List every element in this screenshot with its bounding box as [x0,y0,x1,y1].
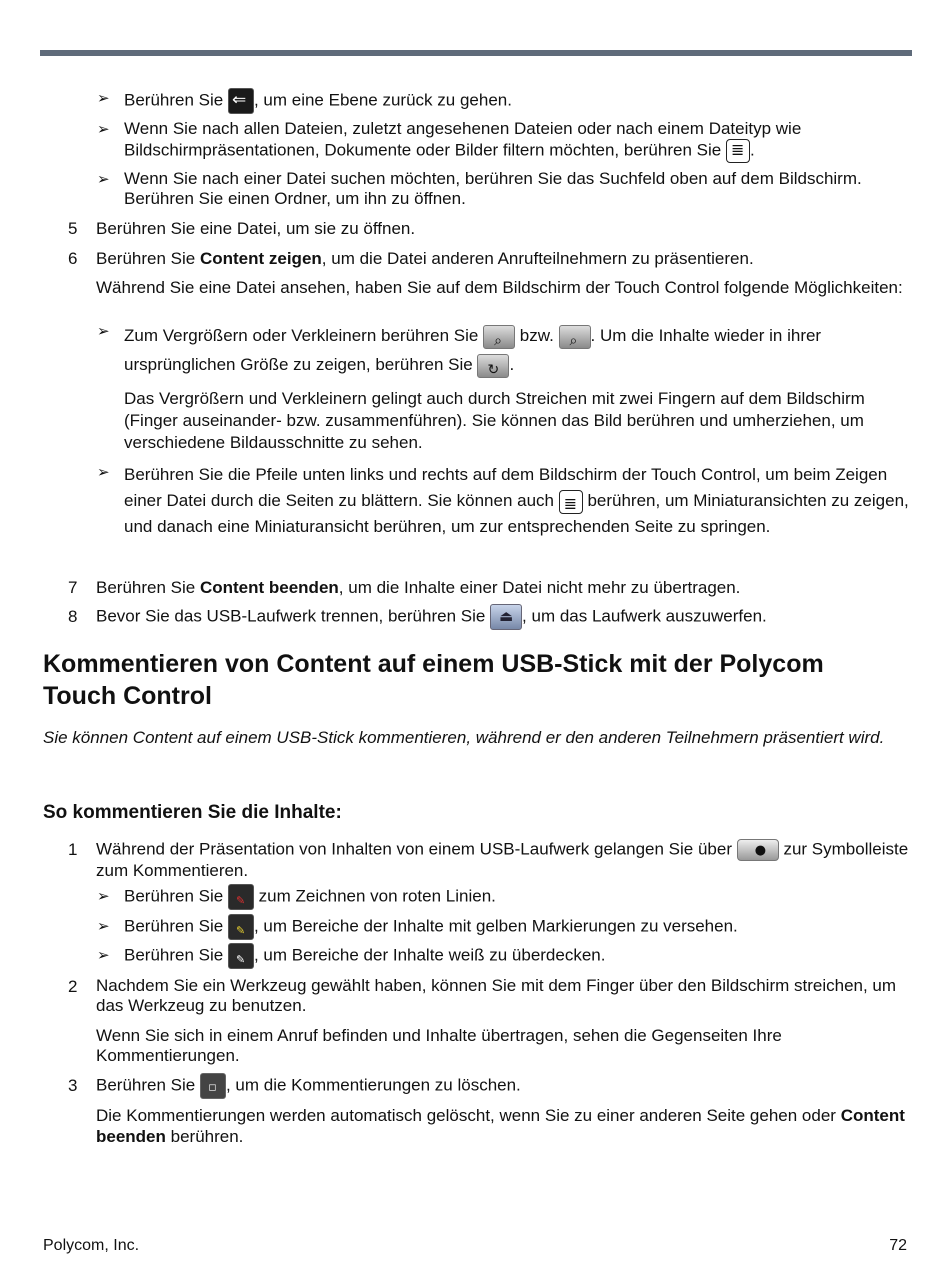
zoom-in-icon [483,325,515,349]
bullet-arrow-icon: ➢ [97,121,110,138]
subheading: So kommentieren Sie die Inhalte: [43,802,342,823]
annotate-icon [737,839,779,861]
section-intro: Sie können Content auf einem USB-Stick kommentieren, während er den anderen Teilnehmern präsentiert wird. [43,728,885,747]
eject-icon [490,604,522,630]
back-icon [228,88,254,114]
zoom-out-icon [559,325,591,349]
list-icon [726,139,750,163]
thumbnails-icon [559,490,583,514]
bullet-arrow-icon: ➢ [97,918,110,935]
bullet-arrow-icon: ➢ [97,90,110,107]
header-rule [40,50,912,56]
bullet-arrow-icon: ➢ [97,464,110,481]
bullet-arrow-icon: ➢ [97,323,110,340]
reset-zoom-icon [477,354,509,378]
section-heading: Kommentieren von Content auf einem USB-Stick mit der Polycom Touch Control [43,650,824,710]
bullet-arrow-icon: ➢ [97,171,110,188]
footer-company: Polycom, Inc. [43,1237,140,1254]
bullet-arrow-icon: ➢ [97,888,110,905]
red-pen-icon [228,884,254,910]
white-out-icon [228,943,254,969]
highlighter-icon [228,914,254,940]
bullet-arrow-icon: ➢ [97,947,110,964]
footer-page-number: 72 [889,1237,907,1254]
clear-annotations-icon [200,1073,226,1099]
